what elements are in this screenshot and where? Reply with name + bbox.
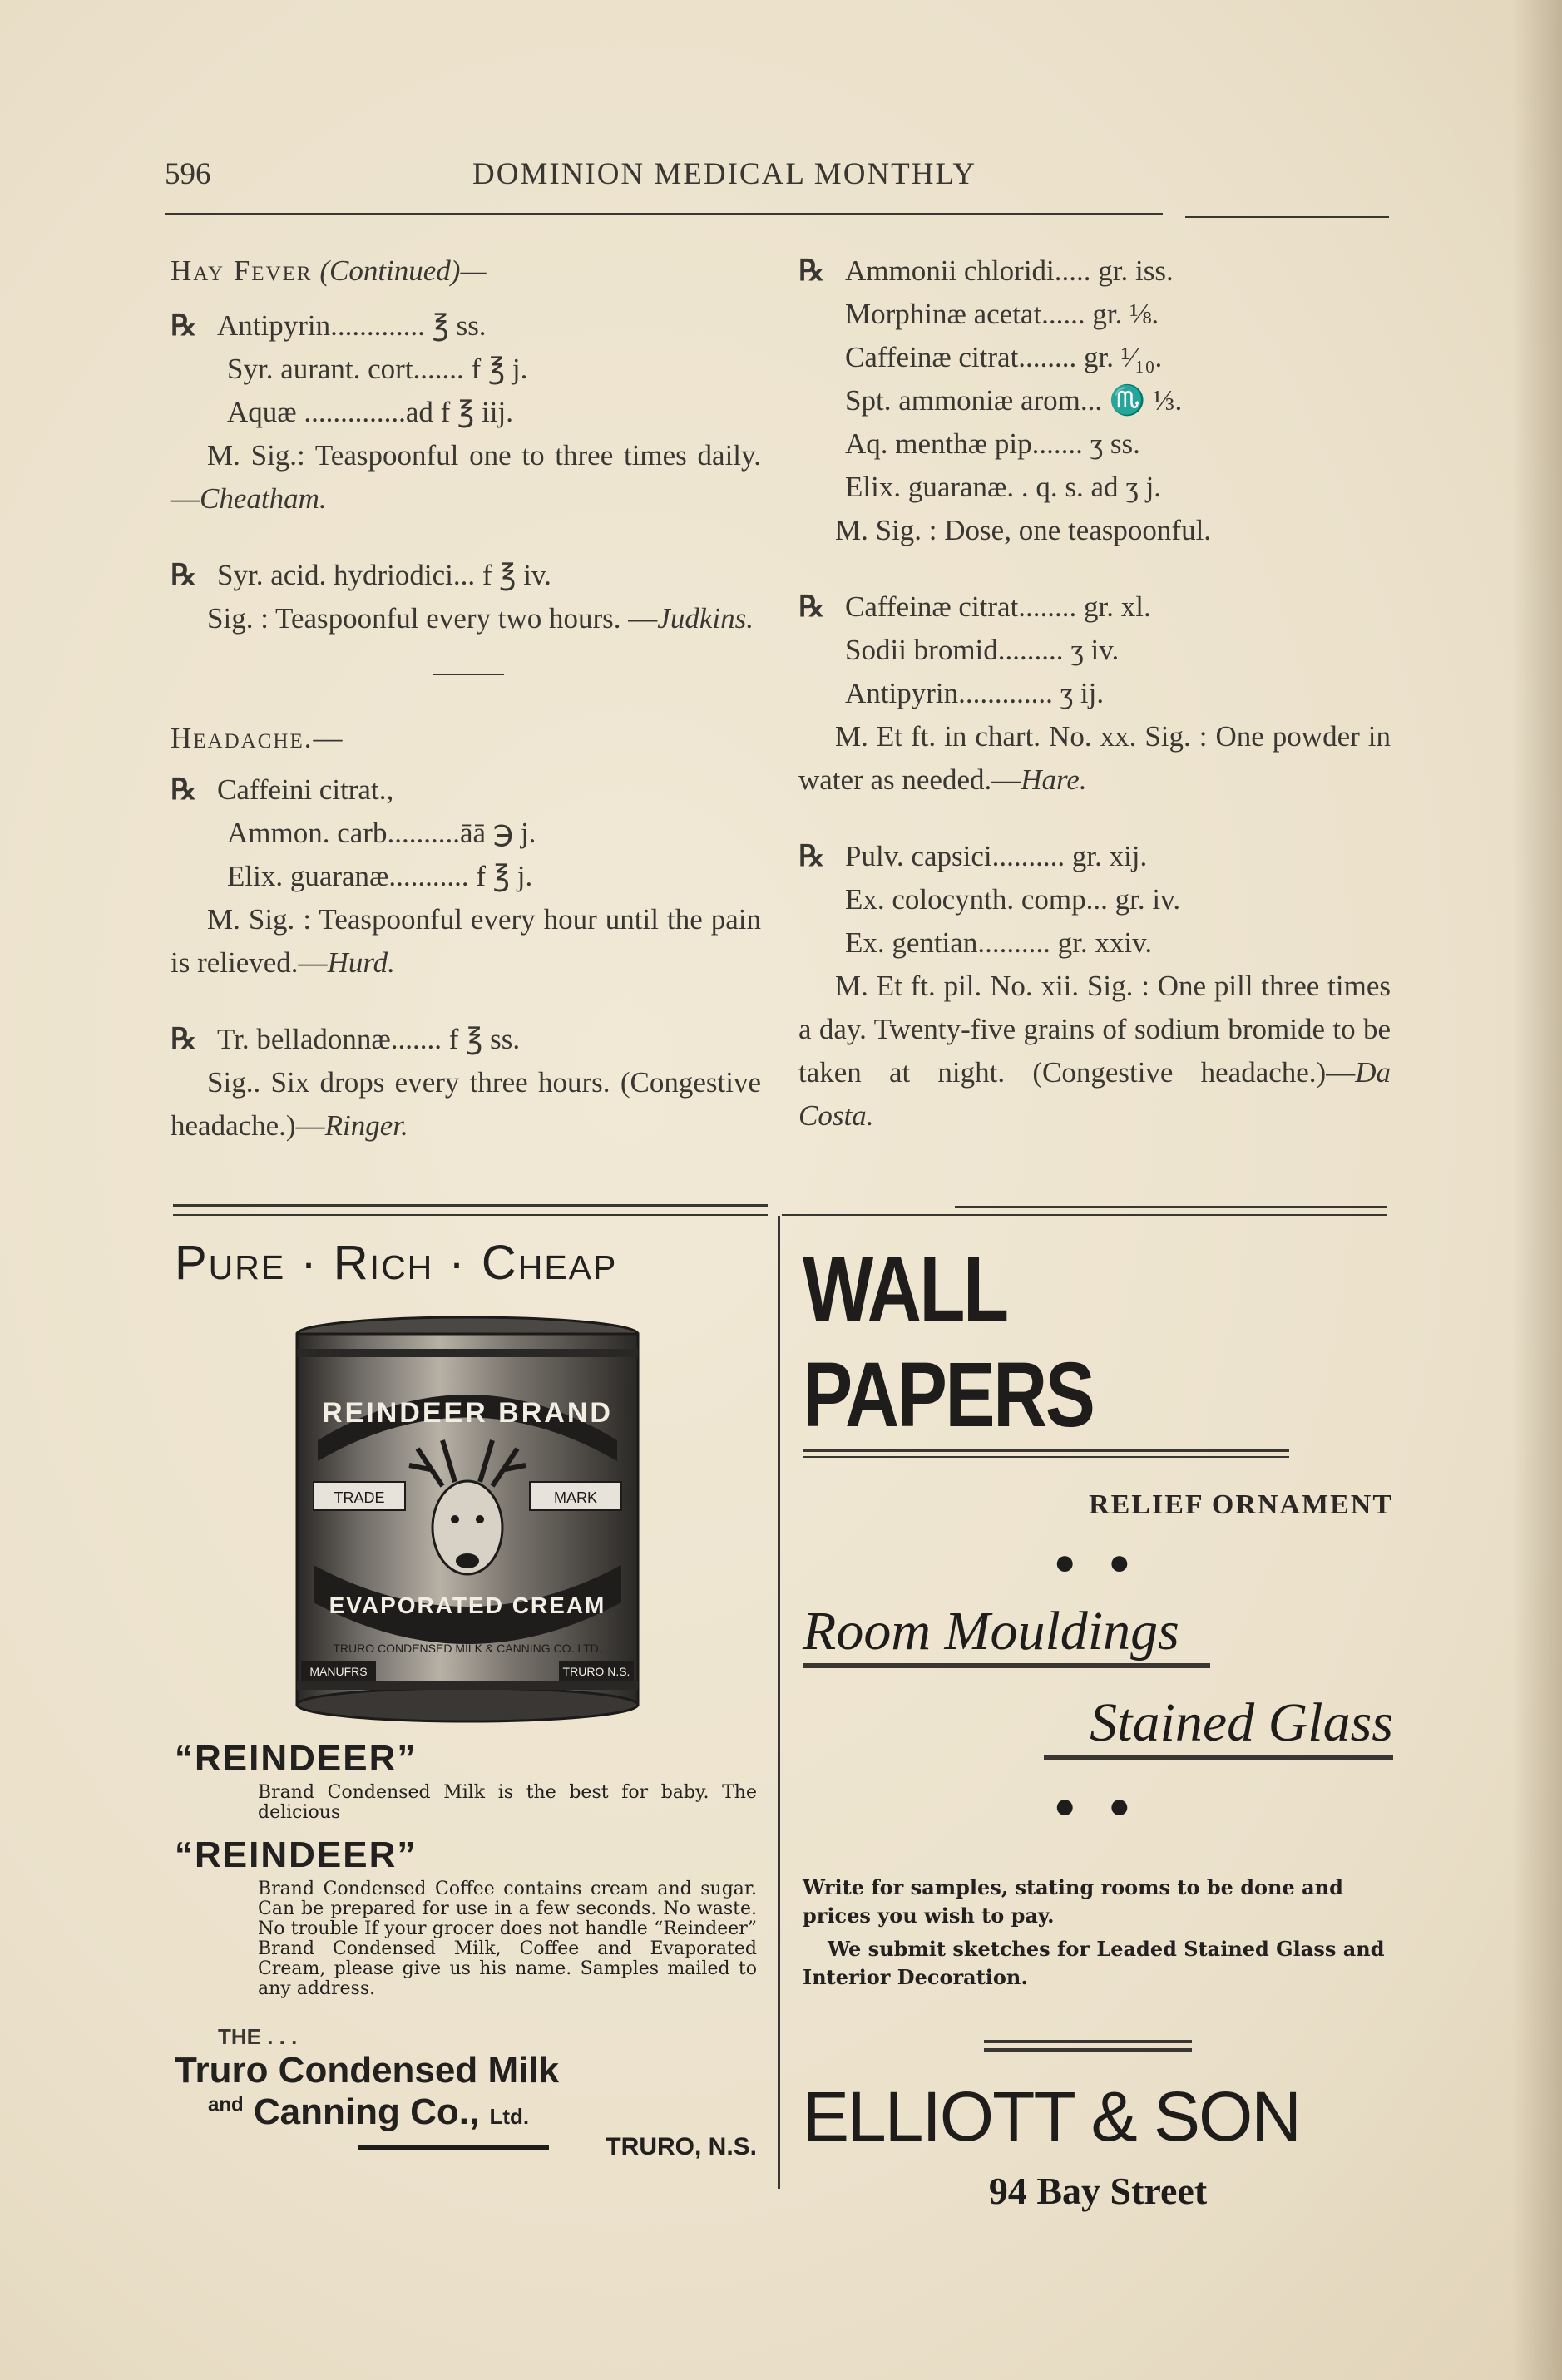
rx-symbol: ℞: [798, 840, 825, 872]
rx-line: Morphinæ acetat...... gr. ⅛.: [845, 298, 1159, 330]
section-divider: [433, 674, 504, 675]
room-mouldings-underline: [803, 1663, 1210, 1668]
stained-glass: Stained Glass: [1090, 1692, 1393, 1753]
rx-line: Aquæ ..............ad f ℥ iij.: [227, 396, 513, 428]
rx-signature: Sig.. Six drops every three hours. (Congestive headache.)—Ringer.: [171, 1066, 761, 1142]
rx-author: Judkins.: [657, 602, 754, 635]
reindeer-heading-2: “REINDEER”: [175, 1834, 418, 1875]
ad-rule-top-right: [955, 1206, 1387, 1208]
reindeer-copy-1: Brand Condensed Milk is the best for baby. The delicious: [258, 1782, 757, 1823]
rx-signature: M. Et ft. in chart. No. xx. Sig. : One powder in water as needed.—Hare.: [798, 720, 1391, 796]
ad-rule-top-left: [173, 1204, 768, 1207]
ad-slogan: Pure · Rich · Cheap: [175, 1236, 618, 1290]
company-name-line-2: $^{and}$ Canning Co., Ltd.: [208, 2091, 530, 2132]
rx-line: Antipyrin............. ʒ ij.: [845, 677, 1105, 709]
prescription-antipyrin: [171, 304, 761, 521]
rx-line: Ex. colocynth. comp... gr. iv.: [845, 883, 1181, 916]
header-rule-right: [1185, 216, 1389, 218]
samples-copy: Write for samples, stating rooms to be done and prices you wish to pay.: [803, 1875, 1343, 1928]
rx-author: Hurd.: [327, 946, 395, 979]
truro-ns-label: TRURO N.S.: [562, 1665, 630, 1678]
manufrs-label: MANUFRS: [309, 1665, 368, 1678]
rx-line: Syr. aurant. cort....... f ℥ j.: [227, 353, 528, 385]
firm-name: ELLIOTT & SON: [803, 2077, 1300, 2155]
right-column: [798, 249, 1391, 1171]
firm-rule-2: [984, 2048, 1192, 2052]
evaporated-cream-text: EVAPORATED CREAM: [329, 1592, 606, 1618]
rx-line: Aq. menthæ pip....... ʒ ss.: [845, 427, 1140, 460]
reindeer-copy-2: Brand Condensed Coffee contains cream and sugar. Can be prepared for use in a few seconds. No waste. No trouble If your grocer does not handle “Reindeer” Brand Condensed Milk, Coffee and Evaporated Cream, please give us his name. Samples mailed to any address.: [258, 1879, 757, 1999]
rx-signature: M. Sig. : Teaspoonful every hour until the pain is relieved.—Hurd.: [171, 903, 761, 979]
stained-glass-underline: [1044, 1755, 1393, 1760]
rx-line: ℞ Syr. acid. hydriodici... f ℥ iv.: [171, 554, 761, 597]
headache-heading: Headache.—: [171, 722, 344, 754]
rx-author: Cheatham.: [200, 482, 327, 515]
left-column: [171, 249, 761, 1181]
company-name-line-1: Truro Condensed Milk: [175, 2050, 560, 2091]
continued-label: (Continued)—: [319, 254, 487, 287]
rx-signature: M. Sig.: Teaspoonful one to three times daily.—Cheatham.: [171, 439, 761, 515]
rx-line: ℞ Pulv. capsici.......... gr. xij.: [798, 835, 1391, 878]
can-brand-text: REINDEER BRAND: [322, 1397, 613, 1429]
prescription-caffeine: [171, 768, 761, 985]
sketches-copy: We submit sketches for Leaded Stained Glass and Interior Decoration.: [803, 1937, 1385, 1989]
relief-ornament: RELIEF ORNAMENT: [1089, 1489, 1393, 1520]
rx-author: Ringer.: [324, 1109, 408, 1142]
hay-fever-heading: Hay Fever (Continued)—: [171, 254, 487, 287]
rx-signature: M. Sig. : Dose, one teaspoonful.: [835, 514, 1212, 546]
rx-line: Caffeinæ citrat........ gr. ¹⁄₁₀.: [845, 341, 1163, 373]
decorative-dots: ● ●: [1053, 1542, 1143, 1583]
rx-symbol: ℞: [171, 309, 197, 342]
ad-rule-top-left-2: [173, 1214, 768, 1216]
running-head: [165, 156, 1387, 198]
firm-rule-1: [984, 2040, 1192, 2043]
rx-symbol: ℞: [171, 1023, 197, 1055]
room-mouldings: Room Mouldings: [803, 1601, 1179, 1662]
rx-author: Hare.: [1021, 763, 1087, 796]
rx-symbol: ℞: [798, 254, 825, 287]
rx-line: Sodii bromid......... ʒ iv.: [845, 634, 1120, 666]
firm-address: 94 Bay Street: [988, 2170, 1208, 2212]
prescription-ammonium: [798, 249, 1391, 552]
rx-line: Spt. ammoniæ arom... ♏ ⅓.: [845, 384, 1183, 417]
rx-signature: Sig. : Teaspoonful every two hours. —Judkins.: [207, 602, 754, 635]
trade-label: TRADE: [334, 1489, 385, 1506]
city-rule: [175, 2133, 757, 2161]
company-ltd: Ltd.: [489, 2104, 530, 2129]
rx-line: Ex. gentian.......... gr. xxiv.: [845, 926, 1153, 959]
rx-symbol: ℞: [798, 590, 825, 623]
company-the: THE . . .: [218, 2024, 298, 2049]
rx-author: Da Costa.: [798, 1056, 1391, 1132]
reindeer-can-illustration: [293, 1316, 642, 1723]
prescription-hydriodic: [171, 554, 761, 640]
company-and: and: [208, 2093, 244, 2116]
header-rule-left: [165, 213, 1163, 215]
wall-papers-headline: WALL PAPERS: [803, 1238, 1094, 1446]
ad-rule-top-right-2: [782, 1214, 1387, 1216]
rx-line: ℞ Antipyrin............. ℥ ss.: [171, 304, 761, 348]
company-city: TRURO, N.S.: [606, 2133, 757, 2160]
prescription-capsicum: [798, 835, 1391, 1138]
evaporated-cream-can: [293, 1316, 642, 1723]
headline-underline: [803, 1449, 1289, 1452]
mark-label: MARK: [553, 1489, 598, 1506]
decorative-dots: ● ●: [1053, 1785, 1143, 1826]
headline-underline-2: [803, 1456, 1289, 1458]
rx-line: ℞ Tr. belladonnæ....... f ℥ ss.: [171, 1018, 761, 1061]
reindeer-heading-1: “REINDEER”: [175, 1738, 418, 1779]
page-number: 596: [165, 157, 211, 191]
ad-column-divider: [778, 1216, 780, 2189]
rx-symbol: ℞: [171, 559, 197, 591]
rx-line: ℞ Caffeini citrat.,: [171, 768, 761, 812]
rx-line: Elix. guaranæ. . q. s. ad ʒ j.: [845, 471, 1162, 503]
page-edge-shadow: [1512, 0, 1562, 2380]
prescription-belladonna: [171, 1018, 761, 1148]
rx-line: Ammon. carb..........āā ℈ j.: [227, 817, 536, 849]
rx-line: Elix. guaranæ........... f ℥ j.: [227, 860, 533, 892]
rx-line: ℞ Ammonii chloridi..... gr. iss.: [798, 249, 1391, 293]
wall-papers-advertisement: [803, 1235, 1393, 2213]
rx-signature: M. Et ft. pil. No. xii. Sig. : One pill three times a day. Twenty-five grains of sodium bromide to be taken at night. (Congestive headache.)—Da Costa.: [798, 970, 1391, 1132]
rx-symbol: ℞: [171, 773, 197, 806]
rx-line: ℞ Caffeinæ citrat........ gr. xl.: [798, 585, 1391, 629]
journal-title: DOMINION MEDICAL MONTHLY: [472, 157, 977, 191]
can-maker-text: TRURO CONDENSED MILK & CANNING CO. LTD.: [333, 1642, 602, 1655]
prescription-caffeine-powder: [798, 585, 1391, 802]
reindeer-advertisement: [175, 1235, 757, 2161]
